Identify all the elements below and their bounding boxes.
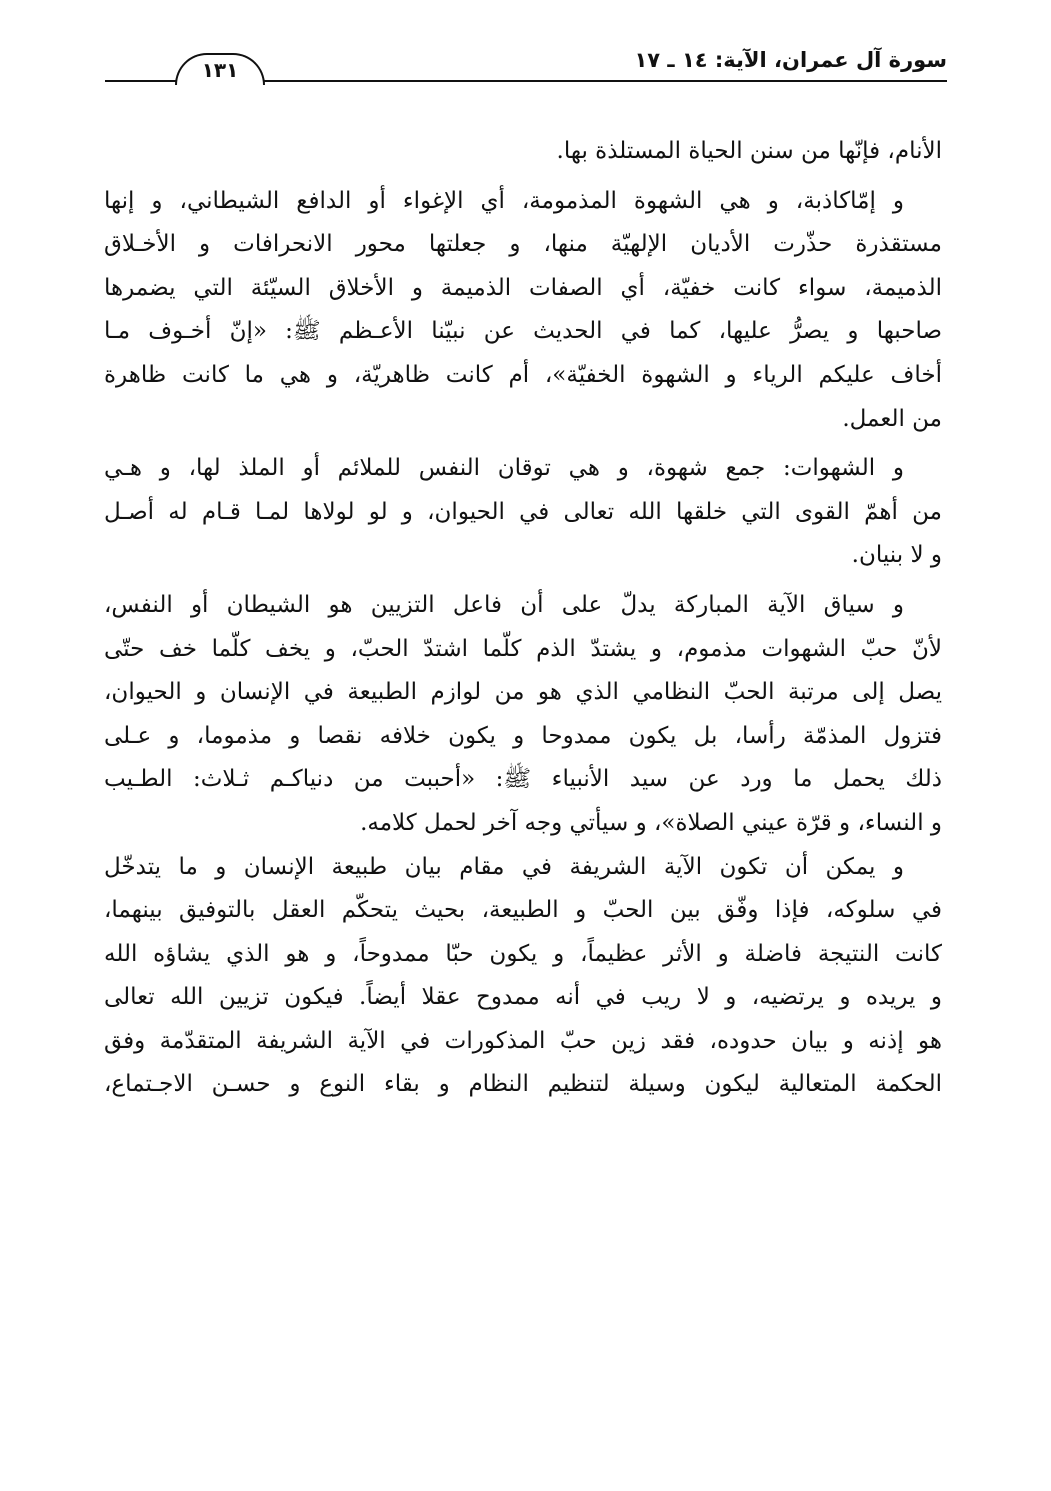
text-line: فتزول المذمّة رأسا، بل يكون ممدوحا و يكون خلافه نقصا و مذموما، و عـلى (104, 722, 942, 749)
text-line: الحكمة المتعالية ليكون وسيلة لتنظيم النظام و بقاء النوع و حسـن الاجـتماع، (104, 1071, 942, 1098)
text-line: و الشهوات: جمع شهوة، و هي توقان النفس للملائم أو الملذ لها، و هـي (104, 455, 904, 482)
text-line: و يريده و يرتضيه، و لا ريب في أنه ممدوح عقلا أيضاً. فيكون تزيين الله تعالى (104, 984, 942, 1011)
text-line: أخاف عليكم الرياء و الشهوة الخفيّة»، أم كانت ظاهريّة، و هي ما كانت ظاهرة (104, 361, 942, 388)
text-line: الذميمة، سواء كانت خفيّة، أي الصفات الذميمة و الأخلاق السيّئة التي يضمرها (104, 274, 942, 301)
text-line: صاحبها و يصرُّ عليها، كما في الحديث عن نبيّنا الأعـظم ﷺ: «إنّ أخـوف مـا (104, 318, 942, 345)
text-line: و لا بنيان. (851, 542, 942, 569)
text-line: من أهمّ القوى التي خلقها الله تعالى في الحيوان، و لو لولاها لمـا قـام له أصـل (104, 498, 942, 525)
text-line: كانت النتيجة فاضلة و الأثر عظيماً، و يكون حبّا ممدوحاً، و هو الذي يشاؤه الله (104, 940, 942, 967)
page-number: ١٣١ (175, 53, 265, 85)
text-line: يصل إلى مرتبة الحبّ النظامي الذي هو من لوازم الطبيعة في الإنسان و الحيوان، (104, 679, 942, 706)
page-body (104, 130, 942, 1107)
text-line: من العمل. (842, 405, 942, 432)
running-title: سورة آل عمران، الآية: ١٤ ـ ١٧ (634, 48, 947, 72)
text-line: و سياق الآية المباركة يدلّ على أن فاعل التزيين هو الشيطان أو النفس، (104, 591, 904, 618)
text-line: في سلوكه، فإذا وفّق بين الحبّ و الطبيعة، بحيث يتحكّم العقل بالتوفيق بينهما، (104, 897, 942, 924)
text-line: مستقذرة حذّرت الأديان الإلهيّة منها، و جعلتها محور الانحرافات و الأخـلاق (104, 231, 942, 258)
text-line: الأنام، فإنّها من سنن الحياة المستلذة بها. (556, 138, 942, 164)
text-line: و يمكن أن تكون الآية الشريفة في مقام بيان طبيعة الإنسان و ما يتدخّل (104, 853, 904, 880)
text-line: لأنّ حبّ الشهوات مذموم، و يشتدّ الذم كلّما اشتدّ الحبّ، و يخف كلّما خف حتّى (104, 635, 942, 662)
text-line: و إمّاكاذبة، و هي الشهوة المذمومة، أي الإغواء أو الدافع الشيطاني، و إنها (104, 187, 904, 214)
text-line: ذلك يحمل ما ورد عن سيد الأنبياء ﷺ: «أحببت من دنياكـم ثـلاث: الطـيب (104, 766, 942, 793)
page-header (105, 42, 947, 92)
text-line: و النساء، و قرّة عيني الصلاة»، و سيأتي وجه آخر لحمل كلامه. (360, 809, 942, 836)
text-line: هو إذنه و بيان حدوده، فقد زين حبّ المذكورات في الآية الشريفة المتقدّمة وفق (104, 1027, 942, 1054)
